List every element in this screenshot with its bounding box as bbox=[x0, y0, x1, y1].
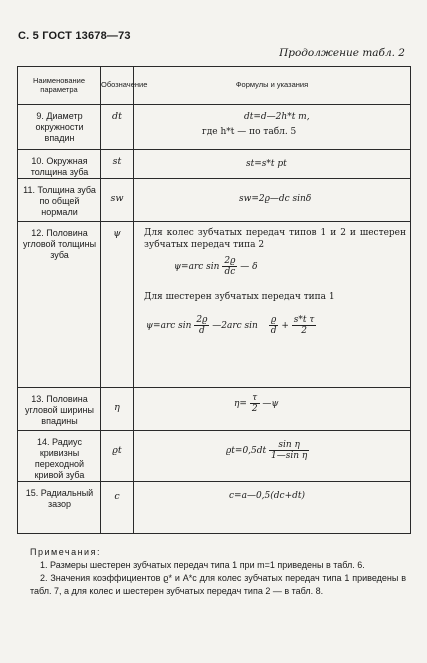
column-header-name: Наименование параметра bbox=[18, 67, 101, 105]
formula-part: ϱt=0,5dt bbox=[226, 446, 267, 456]
row-formula-cell bbox=[134, 388, 411, 431]
fraction bbox=[222, 256, 237, 277]
formula bbox=[174, 256, 258, 277]
formula-note: Для колес зубчатых передач типов 1 и 2 и шестерен зубчатых передач типа 2 bbox=[144, 228, 406, 250]
note-item: 2. Значения коэффициентов ϱ* и A*c для колес зубчатых передач типа 1 приведены в табл. 7, а для колес и шестерен зубчатых передач типа 2 — в табл. 8. bbox=[30, 573, 406, 596]
table-row bbox=[18, 150, 411, 179]
fraction bbox=[292, 315, 317, 336]
formula-note: Для шестерен зубчатых передач типа 1 bbox=[144, 292, 335, 302]
row-name: 13. Половина угловой ширины впадины bbox=[18, 388, 101, 431]
formula bbox=[146, 315, 316, 336]
formula: st=s*t pt bbox=[246, 159, 287, 169]
table-row bbox=[18, 179, 411, 222]
fraction-denominator: d bbox=[270, 326, 277, 336]
table-continuation-label: Продолжение табл. 2 bbox=[279, 47, 405, 59]
fraction bbox=[269, 315, 279, 336]
fraction-denominator: d bbox=[198, 326, 205, 336]
formula-note: где h*t — по табл. 5 bbox=[202, 127, 297, 137]
row-formula-cell bbox=[134, 222, 411, 388]
row-formula-cell bbox=[134, 482, 411, 534]
row-symbol: sw bbox=[101, 179, 134, 222]
row-symbol: dt bbox=[101, 105, 134, 150]
row-symbol: c bbox=[101, 482, 134, 534]
formula-part: + bbox=[281, 321, 289, 331]
row-symbol: ϱt bbox=[101, 431, 134, 482]
fraction-numerator: 2ϱ bbox=[196, 315, 208, 325]
note-item: 1. Размеры шестерен зубчатых передач типа 1 при m=1 приведены в табл. 6. bbox=[40, 560, 365, 570]
formula-part: ψ=arc sin bbox=[174, 262, 220, 272]
fraction-denominator: 2 bbox=[301, 326, 307, 336]
fraction bbox=[250, 393, 260, 414]
row-name: 15. Радиальный зазор bbox=[18, 482, 101, 534]
table-header-row bbox=[18, 67, 411, 105]
row-name: 10. Окружная толщина зуба bbox=[18, 150, 101, 179]
notes-title: Примечания: bbox=[30, 547, 101, 557]
fraction-numerator: 2ϱ bbox=[224, 256, 236, 266]
fraction bbox=[269, 440, 309, 461]
fraction bbox=[194, 315, 209, 336]
formula-part: —ψ bbox=[262, 399, 279, 409]
page-header-standard: С. 5 ГОСТ 13678—73 bbox=[18, 30, 131, 42]
formula: c=a—0,5(dc+dt) bbox=[229, 491, 306, 501]
table-notes bbox=[30, 546, 406, 598]
fraction-denominator: dc bbox=[224, 267, 236, 277]
formula bbox=[226, 440, 309, 461]
fraction-numerator: sin η bbox=[269, 440, 309, 451]
row-formula-cell bbox=[134, 150, 411, 179]
row-name: 11. Толщина зуба по общей нормали bbox=[18, 179, 101, 222]
formula: dt=d—2h*t m, bbox=[244, 112, 310, 122]
row-symbol: st bbox=[101, 150, 134, 179]
fraction-numerator: s*t τ bbox=[293, 315, 315, 325]
table-row bbox=[18, 105, 411, 150]
fraction-numerator: τ bbox=[250, 393, 260, 404]
table-row bbox=[18, 431, 411, 482]
fraction-numerator: ϱ bbox=[269, 315, 279, 326]
row-name: 14. Радиус кривизны переходной кривой зуба bbox=[18, 431, 101, 482]
row-symbol: η bbox=[101, 388, 134, 431]
formula-part: — δ bbox=[240, 262, 258, 272]
row-name: 9. Диаметр окружности впадин bbox=[18, 105, 101, 150]
column-header-symbol: Обозначение bbox=[101, 67, 134, 105]
formula bbox=[234, 393, 278, 414]
table-row bbox=[18, 482, 411, 534]
formula-part: —2arc sin bbox=[212, 321, 258, 331]
formula-part: ψ=arc sin bbox=[146, 321, 192, 331]
row-symbol: ψ bbox=[101, 222, 134, 388]
formula-part: η= bbox=[234, 399, 247, 409]
row-formula-cell bbox=[134, 179, 411, 222]
row-formula-cell bbox=[134, 105, 411, 150]
fraction-denominator: 1—sin η bbox=[271, 451, 308, 461]
table-row bbox=[18, 222, 411, 388]
row-formula-cell bbox=[134, 431, 411, 482]
formula: sw=2ϱ—dc sinδ bbox=[239, 194, 312, 204]
table-row bbox=[18, 388, 411, 431]
row-name: 12. Половина угловой толщины зуба bbox=[18, 222, 101, 388]
column-header-formulas: Формулы и указания bbox=[134, 67, 411, 105]
fraction-denominator: 2 bbox=[251, 404, 258, 414]
parameters-table bbox=[17, 66, 411, 534]
